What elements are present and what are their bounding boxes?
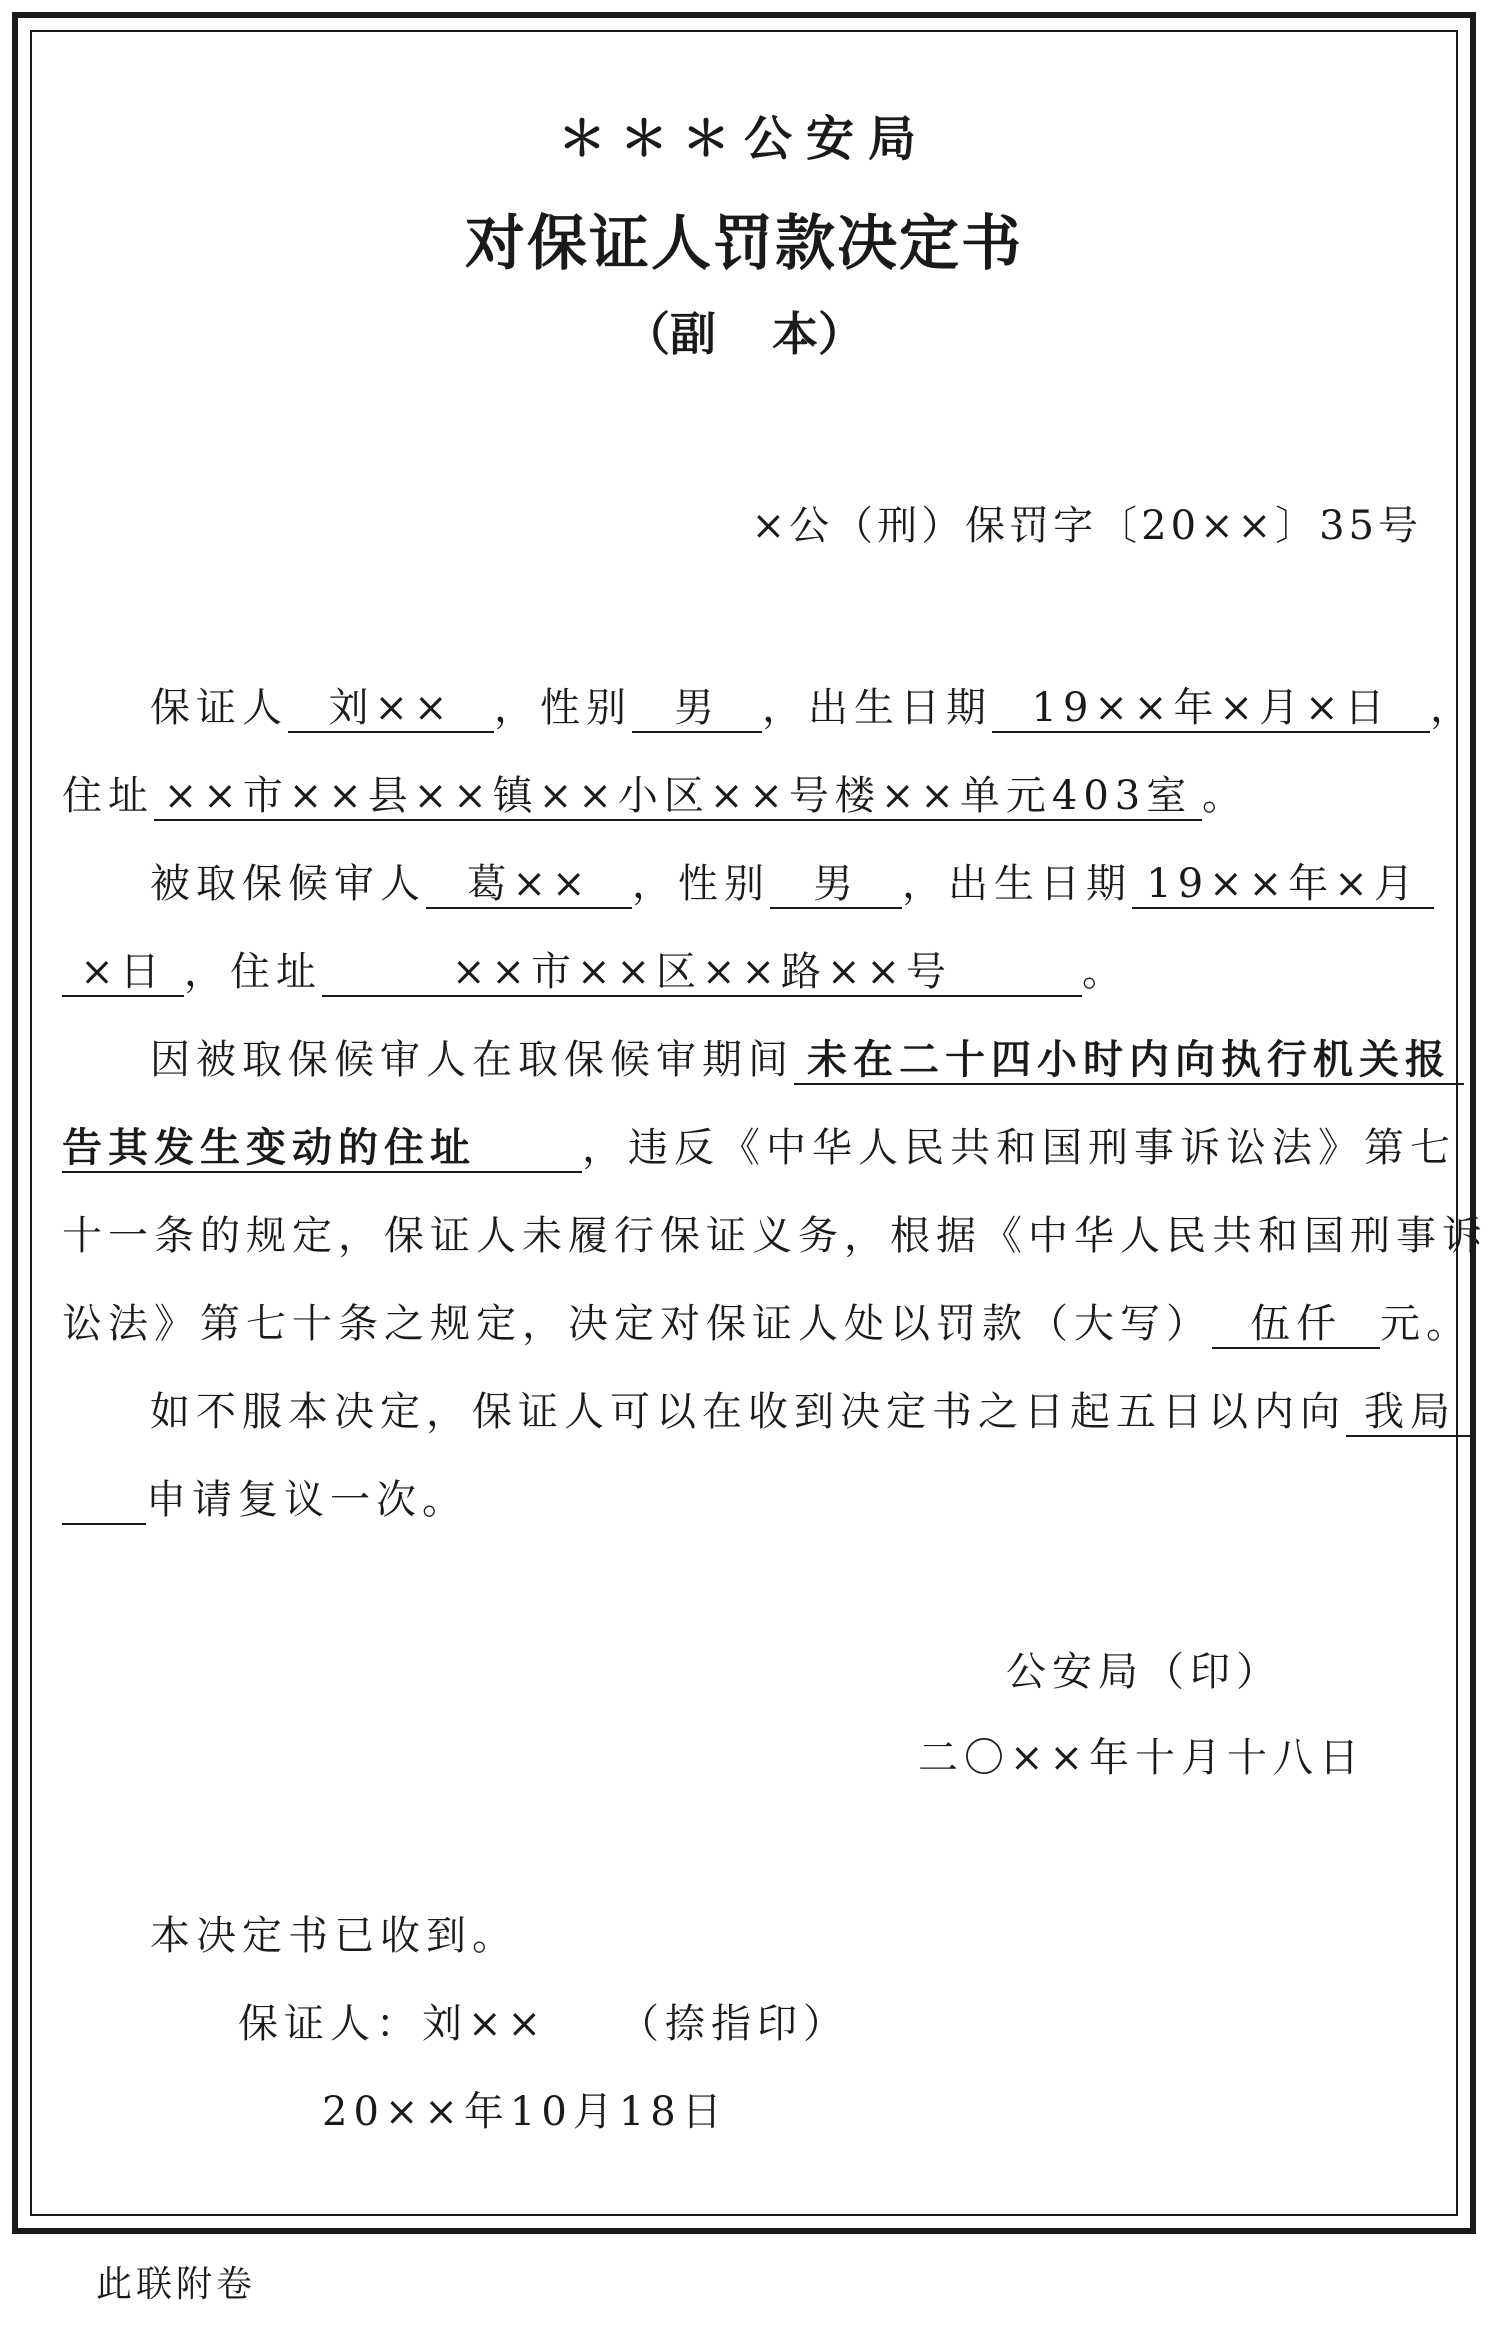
copy-label: （副 本） <box>624 307 864 361</box>
guarantor-line-1: 保证人 刘×× ，性别 男 ，出生日期 19××年×月×日 ， <box>150 685 1476 731</box>
suspect-birth-date-part-2: ×日 <box>62 949 184 997</box>
suspect-address: ××市××区××路××号 <box>322 949 1082 997</box>
appeal-authority: 我局 <box>1346 1389 1474 1437</box>
appeal-line-2: 申请复议一次。 <box>62 1468 468 1525</box>
violation-description-part-1: 未在二十四小时内向执行机关报 <box>794 1037 1464 1085</box>
appeal-blank <box>62 1477 146 1525</box>
copy-archive-note: 此联附卷 <box>96 2264 257 2305</box>
receipt-signer <box>238 1992 849 2049</box>
reason-line-3: 十一条的规定，保证人未履行保证义务，根据《中华人民共和国刑事诉 <box>62 1213 1488 1259</box>
guarantor-line-2: 住址 ××市××县××镇××小区××号楼××单元403室 。 <box>62 773 1248 819</box>
guarantor-gender: 男 <box>632 685 762 733</box>
reason-line-4: 讼法》第七十条之规定，决定对保证人处以罚款（大写） 伍仟 元。 <box>62 1301 1472 1347</box>
signer-name: 保证人：刘×× <box>238 2001 548 2047</box>
suspect-line-1: 被取保候审人 葛×× ，性别 男 ，出生日期 19××年×月 <box>150 852 1434 909</box>
appeal-line-1: 如不服本决定，保证人可以在收到决定书之日起五日以内向 我局 <box>150 1380 1474 1437</box>
suspect-birth-date-part-1: 19××年×月 <box>1132 861 1434 909</box>
suspect-line-2: ×日 ，住址 ××市××区××路××号 。 <box>62 940 1128 997</box>
document-number: ×公（刑）保罚字〔20××〕35号 <box>751 503 1422 549</box>
reason-line-1: 因被取保候审人在取保候审期间 未在二十四小时内向执行机关报 <box>150 1028 1464 1085</box>
thumbprint-note: （捺指印） <box>619 2001 850 2047</box>
guarantor-address: ××市××县××镇××小区××号楼××单元403室 <box>154 773 1202 821</box>
suspect-label: 被取保候审人 <box>150 861 426 907</box>
reason-line-2: 告其发生变动的住址 ，违反《中华人民共和国刑事诉讼法》第七 <box>62 1124 1456 1171</box>
suspect-name: 葛×× <box>426 861 632 909</box>
document-title: 对保证人罚款决定书 <box>465 209 1023 279</box>
guarantor-name: 刘×× <box>288 685 494 733</box>
guarantor-birth-date: 19××年×月×日 <box>992 685 1430 733</box>
fine-amount: 伍仟 <box>1212 1301 1380 1349</box>
issuer-seal: 公安局（印） <box>1006 1649 1282 1695</box>
receipt-date: 20××年10月18日 <box>322 2089 728 2135</box>
violation-description-part-2: 告其发生变动的住址 <box>62 1125 582 1173</box>
guarantor-label: 保证人 <box>150 685 288 731</box>
suspect-gender: 男 <box>770 861 902 909</box>
issue-date: 二〇××年十月十八日 <box>918 1735 1366 1781</box>
receipt-statement: 本决定书已收到。 <box>150 1913 518 1959</box>
issuing-bureau: ＊＊＊公安局 <box>557 111 930 167</box>
address-label: 住址 <box>62 773 154 819</box>
